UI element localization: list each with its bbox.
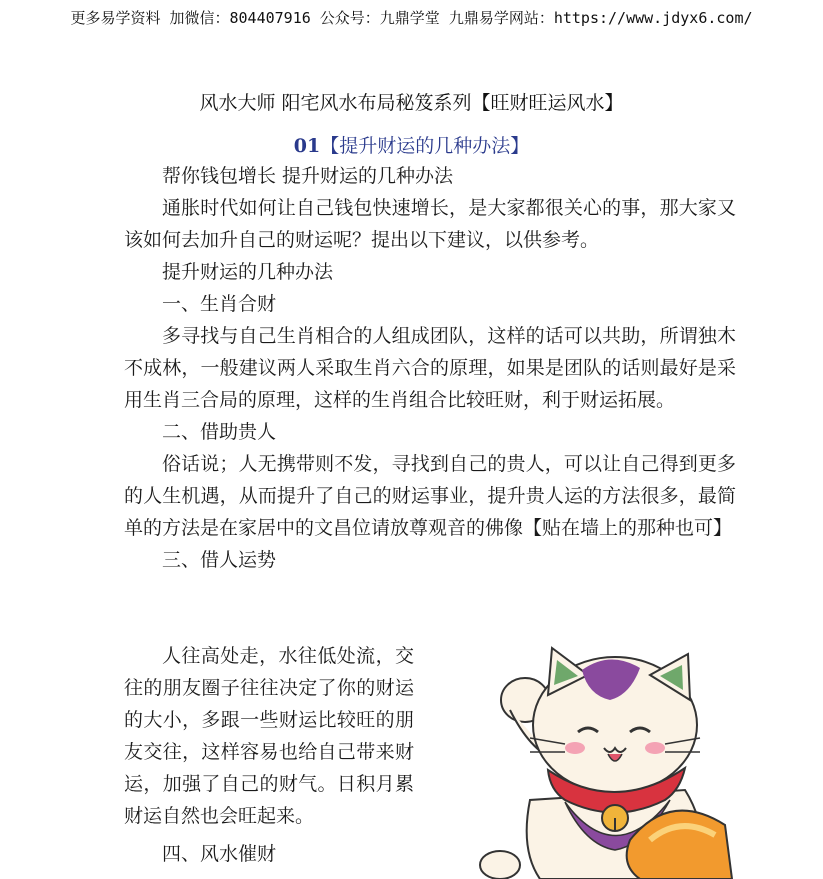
paragraph-subtitle: 帮你钱包增长 提升财运的几种办法 <box>162 165 454 187</box>
paragraph-methods-heading: 提升财运的几种办法 <box>162 261 334 283</box>
heading-fengshui: 四、风水催财 <box>162 843 277 865</box>
heading-benefactor: 二、借助贵人 <box>162 421 277 443</box>
section-number: 01 <box>293 135 321 157</box>
paragraph-benefactor: 俗话说；人无携带则不发，寻找到自己的贵人，可以让自己得到更多的人生机遇，从而提升了自己的财运事业，提升贵人运的方法很多，最简单的方法是在家居中的文昌位请放尊观音的佛像【贴在墙上的那种也可】 <box>124 453 736 539</box>
lucky-cat-icon <box>470 640 740 879</box>
section-title-text: 【提升财运的几种办法】 <box>320 135 530 157</box>
paragraph-intro: 通胀时代如何让自己钱包快速增长，是大家都很关心的事，那大家又该如何去加升自己的财运呢？提出以下建议，以供参考。 <box>124 197 736 251</box>
heading-zodiac: 一、生肖合财 <box>162 293 277 315</box>
document-body <box>124 160 736 576</box>
section-heading <box>0 131 823 158</box>
document-body-narrow <box>124 640 414 870</box>
paragraph-zodiac: 多寻找与自己生肖相合的人组成团队，这样的话可以共助，所谓独木不成林，一般建议两人采取生肖六合的原理，如果是团队的话则最好是采用生肖三合局的原理，这样的生肖组合比较旺财，利于财运拓展。 <box>124 325 736 411</box>
heading-borrow-luck: 三、借人运势 <box>162 549 277 571</box>
header-contact-line: 更多易学资料 加微信：804407916 公众号：九鼎学堂 九鼎易学网站：https://www.jdyx6.com/ <box>70 9 753 27</box>
document-title: 风水大师 阳宅风水布局秘笈系列【旺财旺运风水】 <box>199 92 624 114</box>
paragraph-borrow-luck: 人往高处走，水往低处流，交往的朋友圈子往往决定了你的财运的大小，多跟一些财运比较旺的朋友交往，这样容易也给自己带来财运，加强了自己的财气。日积月累财运自然也会旺起来。 <box>124 645 414 827</box>
